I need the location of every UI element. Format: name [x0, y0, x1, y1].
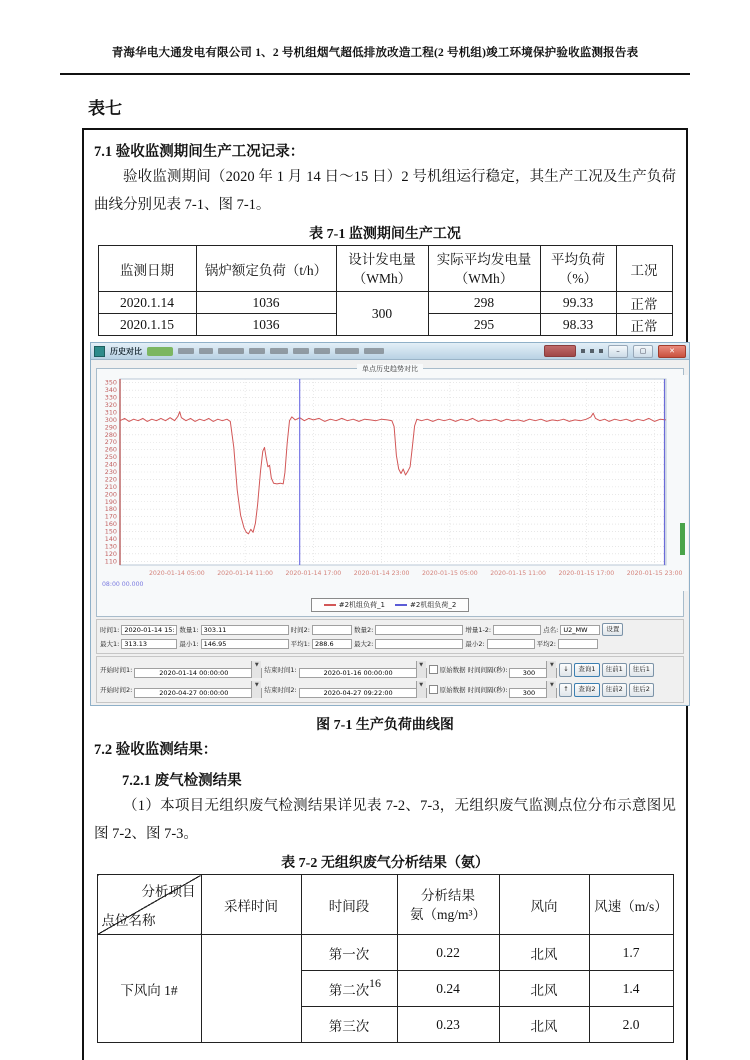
- query2-button[interactable]: 查询2: [574, 683, 599, 697]
- min2-label: 最小2:: [465, 640, 485, 648]
- svg-text:150: 150: [104, 527, 117, 536]
- table-row: 第三次 0.23 北风 2.0: [97, 1007, 673, 1043]
- titlebar-red-button[interactable]: [544, 345, 576, 357]
- svg-text:2020-01-14 17:00: 2020-01-14 17:00: [285, 570, 342, 577]
- start-time2-label: 开始时间2:: [100, 686, 133, 694]
- chevron-down-icon[interactable]: ▼: [251, 681, 261, 698]
- svg-text:170: 170: [104, 512, 117, 521]
- table-row: 2020.1.15 1036 295 98.33 正常: [98, 314, 672, 336]
- back1-button[interactable]: 往后1: [629, 663, 654, 677]
- interval1-label: 时间间隔(秒):: [467, 666, 508, 674]
- menu-accent[interactable]: [147, 347, 173, 356]
- svg-text:250: 250: [104, 453, 117, 462]
- interval2-label: 时间间隔(秒):: [467, 686, 508, 694]
- query-panel: [96, 656, 684, 703]
- table-row: 下风向 1# 第一次 0.22 北风 1.7: [97, 935, 673, 971]
- svg-text:2020-01-14 11:00: 2020-01-14 11:00: [217, 570, 274, 577]
- query1-button[interactable]: 查询1: [574, 663, 599, 677]
- document-header: 青海华电大通发电有限公司 1、2 号机组烟气超低排放改造工程(2 号机组)竣工环境保护验收监测报告表: [60, 44, 690, 75]
- t72-header-sample-time: 采样时间: [201, 875, 301, 935]
- legend-swatch: [395, 604, 407, 606]
- svg-text:260: 260: [104, 445, 117, 454]
- menu-item[interactable]: [270, 348, 288, 354]
- menu-item[interactable]: [314, 348, 330, 354]
- start-time2-combo[interactable]: [134, 680, 262, 699]
- max1-label: 最大1:: [100, 640, 120, 648]
- section-7-2-paragraph: （1）本项目无组织废气检测结果详见表 7-2、7-3，无组织废气监测点位分布示意图见图 7-2、图 7-3。: [94, 798, 676, 842]
- trend-groupbox: [96, 365, 684, 617]
- svg-text:2020-01-15 23:00: 2020-01-15 23:00: [626, 570, 683, 577]
- svg-text:210: 210: [104, 482, 117, 491]
- svg-text:180: 180: [104, 505, 117, 514]
- avg1-field[interactable]: [312, 639, 352, 649]
- forward1-button[interactable]: 往前1: [602, 663, 627, 677]
- svg-text:230: 230: [104, 468, 117, 476]
- time2-field[interactable]: [312, 625, 352, 635]
- chart-legend: [100, 592, 680, 612]
- table-7-2: [97, 874, 674, 1043]
- svg-text:220: 220: [104, 475, 117, 484]
- end-time2-label: 结束时间2:: [264, 686, 297, 694]
- window-title: 历史对比: [110, 346, 142, 356]
- figure-7-1-caption: 图 7-1 生产负荷曲线图: [316, 718, 454, 733]
- table-7-1-caption: 表 7-1 监测期间生产工况: [309, 227, 461, 242]
- section-7-2-1-heading: 7.2.1 废气检测结果: [122, 773, 242, 789]
- svg-text:290: 290: [104, 423, 117, 432]
- section-7-1-heading: 7.1 验收监测期间生产工况记录：: [94, 144, 305, 160]
- legend-item: #2机组负荷_1: [324, 601, 385, 609]
- svg-text:240: 240: [104, 460, 117, 469]
- menu-item[interactable]: [218, 348, 244, 354]
- menu-item[interactable]: [249, 348, 265, 354]
- svg-text:140: 140: [104, 534, 117, 543]
- svg-text:270: 270: [104, 438, 117, 447]
- readout-panel: [96, 619, 684, 654]
- history-compare-window: [90, 342, 690, 706]
- qty1-field[interactable]: [201, 625, 289, 635]
- svg-text:330: 330: [104, 393, 117, 402]
- section-7-1-paragraph: 验收监测期间（2020 年 1 月 14 日～15 日）2 号机组运行稳定，其生产工况及生产负荷曲线分别见表 7-1、图 7-1。: [94, 169, 676, 213]
- t71-header-avg: 平均负荷 （%）: [540, 246, 616, 292]
- legend-item: #2机组负荷_2: [395, 601, 456, 609]
- raw-data-checkbox[interactable]: [429, 665, 438, 674]
- t72-diagonal-header: 分析项目 点位名称: [97, 875, 201, 935]
- t71-header-actual: 实际平均发电量 （WMh）: [428, 246, 540, 292]
- raw-data-label: 原始数据: [439, 666, 466, 674]
- svg-text:320: 320: [104, 401, 117, 410]
- spin1-button[interactable]: ↓: [559, 663, 572, 677]
- table-7-1: [98, 245, 673, 336]
- chevron-down-icon[interactable]: ▼: [416, 681, 426, 698]
- table-row: 第二次 0.24 北风 1.4: [97, 971, 673, 1007]
- qty2-field[interactable]: [375, 625, 463, 635]
- legend-swatch: [324, 604, 336, 606]
- titlebar-icon[interactable]: [581, 349, 585, 353]
- chevron-down-icon[interactable]: ▼: [416, 661, 426, 678]
- point-name-field[interactable]: [560, 625, 600, 635]
- t72-header-result: 分析结果 氨（mg/m³）: [397, 875, 499, 935]
- table-row: 2020.1.14 1036 300 298 99.33 正常: [98, 292, 672, 314]
- minimize-button[interactable]: –: [608, 345, 628, 358]
- end-time2-combo[interactable]: [299, 680, 427, 699]
- t72-header-period: 时间段: [301, 875, 397, 935]
- menu-item[interactable]: [364, 348, 384, 354]
- svg-text:200: 200: [104, 490, 117, 499]
- svg-text:310: 310: [104, 408, 117, 417]
- t72-header-speed: 风速（m/s）: [589, 875, 673, 935]
- menu-item[interactable]: [178, 348, 194, 354]
- raw-data-checkbox[interactable]: [429, 685, 438, 694]
- svg-text:2020-01-15 17:00: 2020-01-15 17:00: [558, 570, 615, 577]
- page-number: 16: [369, 976, 381, 990]
- raw-data-label: 原始数据: [439, 686, 466, 694]
- time1-field[interactable]: [121, 625, 177, 635]
- svg-text:120: 120: [104, 549, 117, 558]
- svg-text:2020-01-14 23:00: 2020-01-14 23:00: [353, 570, 410, 577]
- svg-text:280: 280: [104, 430, 117, 439]
- delta-label: 增量1-2:: [465, 626, 492, 634]
- app-icon: [94, 346, 105, 357]
- menu-item[interactable]: [199, 348, 213, 354]
- svg-text:2020-01-15 05:00: 2020-01-15 05:00: [421, 570, 478, 577]
- spin2-button[interactable]: ↑: [559, 683, 572, 697]
- svg-text:300: 300: [104, 415, 117, 424]
- interval1-combo[interactable]: [509, 660, 557, 679]
- t72-point-cell: 下风向 1#: [97, 935, 201, 1043]
- svg-text:2020-01-15 11:00: 2020-01-15 11:00: [490, 570, 547, 577]
- maximize-button[interactable]: ▢: [633, 345, 653, 358]
- svg-text:190: 190: [104, 497, 117, 506]
- max1-field[interactable]: [121, 639, 177, 649]
- chevron-down-icon[interactable]: ▼: [546, 661, 556, 678]
- max2-field[interactable]: [375, 639, 463, 649]
- chevron-down-icon[interactable]: ▼: [546, 681, 556, 698]
- end-time1-label: 结束时间1:: [264, 666, 297, 674]
- t71-header-boiler: 锅炉额定负荷（t/h）: [196, 246, 336, 292]
- end-time1-combo[interactable]: [299, 660, 427, 679]
- t72-header-wind: 风向: [499, 875, 589, 935]
- table-7-2-caption: 表 7-2 无组织废气分析结果（氨）: [281, 856, 489, 871]
- titlebar-icon[interactable]: [599, 349, 603, 353]
- svg-text:130: 130: [104, 542, 117, 551]
- back2-button[interactable]: 往后2: [629, 683, 654, 697]
- svg-text:350: 350: [104, 378, 117, 387]
- point-name-label: 点名:: [543, 626, 559, 634]
- section-7-2-heading: 7.2 验收监测结果：: [94, 742, 218, 758]
- settings-button[interactable]: 设置: [602, 623, 623, 636]
- min1-label: 最小1:: [179, 640, 199, 648]
- min1-field[interactable]: [201, 639, 289, 649]
- time1-label: 时间1:: [100, 626, 120, 634]
- delta-field[interactable]: [493, 625, 541, 635]
- avg2-field[interactable]: [558, 639, 598, 649]
- menu-item[interactable]: [293, 348, 309, 354]
- titlebar-icon[interactable]: [590, 349, 594, 353]
- content-box: [82, 128, 688, 1060]
- t71-header-design: 设计发电量 （WMh）: [336, 246, 428, 292]
- svg-text:160: 160: [104, 520, 117, 529]
- t71-header-date: 监测日期: [98, 246, 196, 292]
- start-time1-combo[interactable]: [134, 660, 262, 679]
- interval2-combo[interactable]: [509, 680, 557, 699]
- t71-design-merged: 300: [336, 292, 428, 336]
- svg-text:340: 340: [104, 386, 117, 395]
- t71-header-condition: 工况: [616, 246, 672, 292]
- figure-7-1-screenshot: [90, 342, 690, 706]
- time2-label: 时间2:: [290, 626, 310, 634]
- start-time1-label: 开始时间1:: [100, 666, 133, 674]
- min2-field[interactable]: [487, 639, 535, 649]
- chevron-down-icon[interactable]: ▼: [251, 661, 261, 678]
- section-label: 表七: [88, 99, 122, 118]
- avg1-label: 平均1:: [290, 640, 310, 648]
- qty1-label: 数量1:: [179, 626, 199, 634]
- close-button[interactable]: ✕: [658, 345, 686, 358]
- svg-text:08:00 00.000: 08:00 00.000: [102, 581, 144, 588]
- svg-text:2020-01-14 05:00: 2020-01-14 05:00: [148, 570, 205, 577]
- avg2-label: 平均2:: [536, 640, 556, 648]
- forward2-button[interactable]: 往前2: [602, 683, 627, 697]
- svg-text:110: 110: [104, 557, 117, 566]
- max2-label: 最大2:: [353, 640, 374, 648]
- qty2-label: 数量2:: [353, 626, 374, 634]
- menu-item[interactable]: [335, 348, 359, 354]
- window-titlebar: [91, 343, 689, 360]
- chart-title: 单点历史趋势对比: [357, 364, 423, 374]
- trend-chart[interactable]: [100, 375, 688, 591]
